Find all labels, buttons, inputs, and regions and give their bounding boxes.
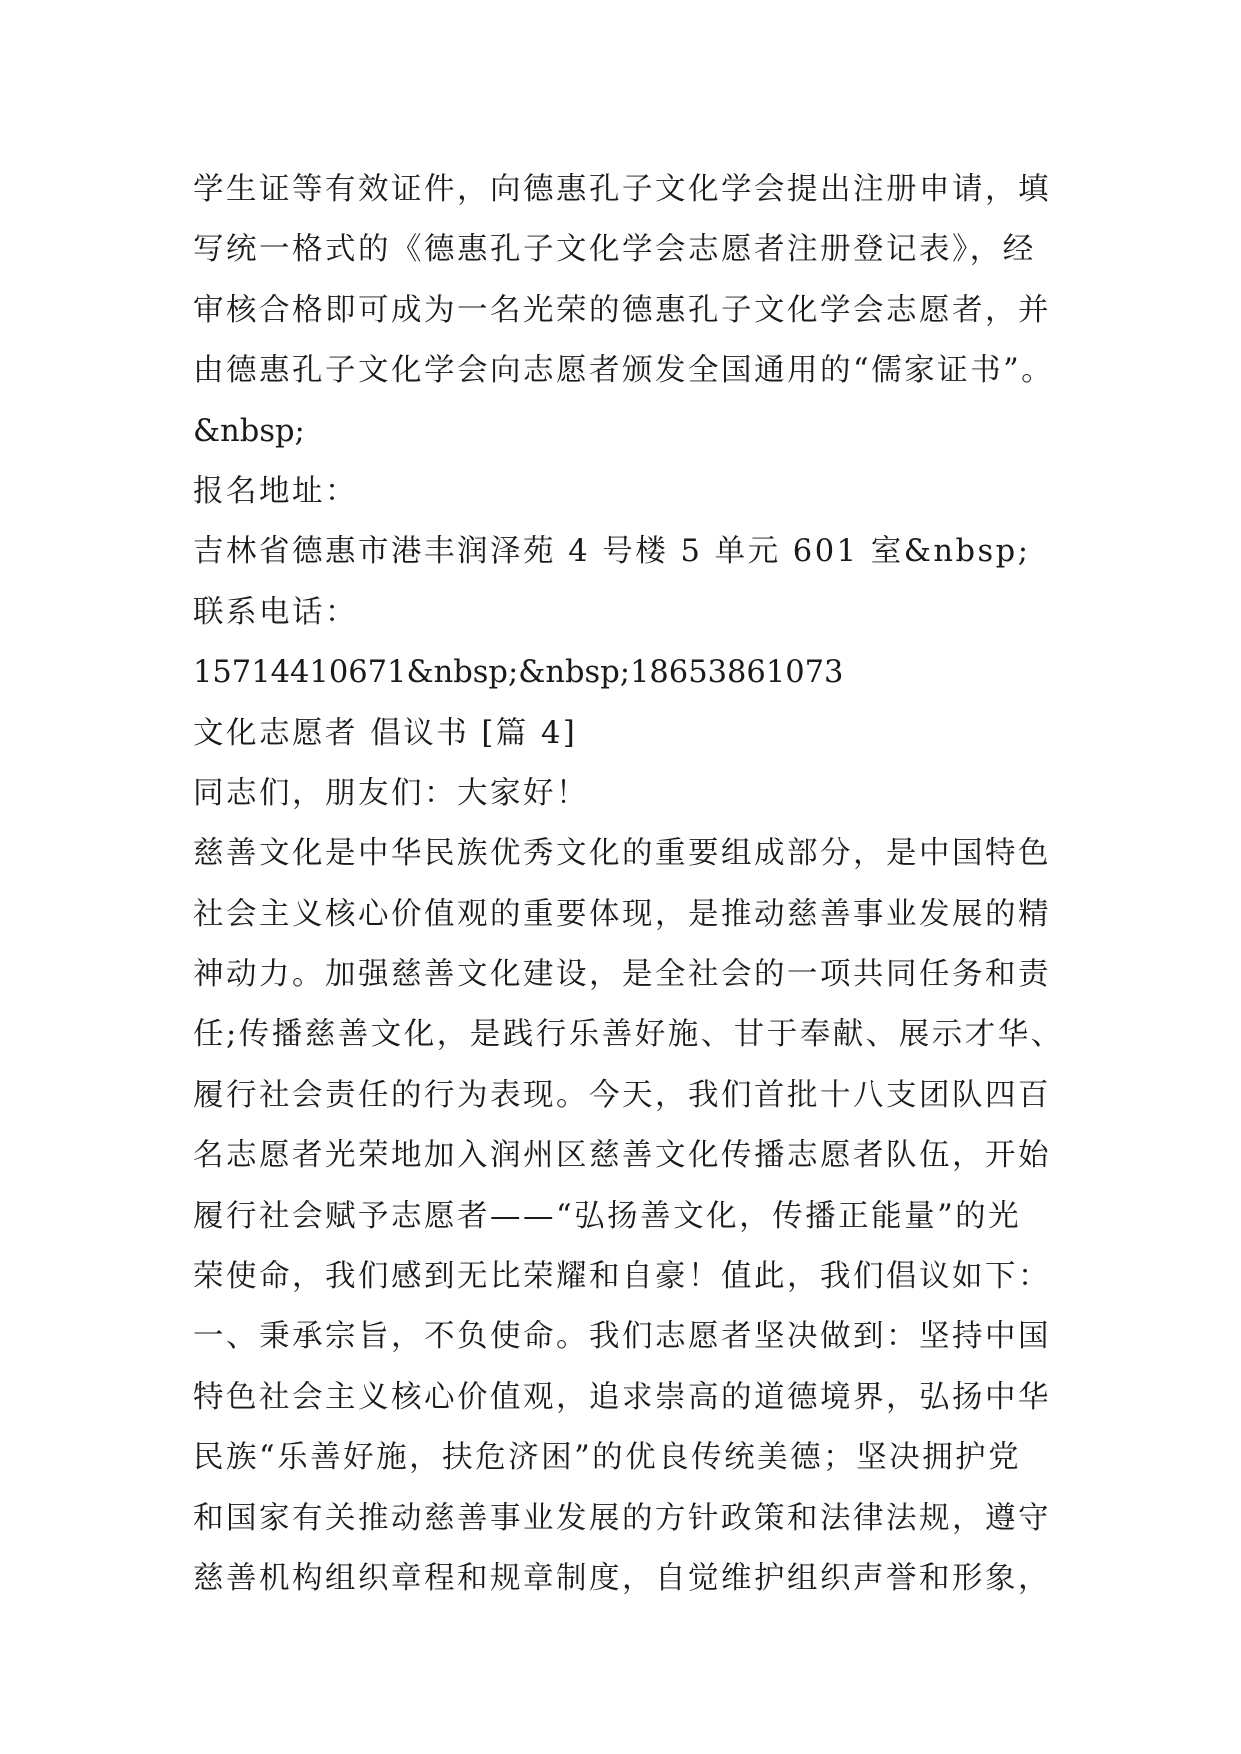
address-line: 吉林省德惠市港丰润泽苑 4 号楼 5 单元 601 室&nbsp;	[193, 534, 1031, 570]
greeting-line: 同志们，朋友们：大家好！	[193, 775, 589, 811]
text-line: 履行社会赋予志愿者——“弘扬善文化，传播正能量”的光	[193, 1198, 1022, 1234]
text-line: 由德惠孔子文化学会向志愿者颁发全国通用的“儒家证书”。	[193, 353, 1055, 389]
text-line: 学生证等有效证件，向德惠孔子文化学会提出注册申请，填	[193, 172, 1051, 207]
text-line: 任;传播慈善文化，是践行乐善好施、甘于奉献、展示才华、	[193, 1017, 1064, 1053]
phone-line: 15714410671&nbsp;&nbsp;18653861073	[193, 655, 844, 691]
text-line: 民族“乐善好施，扶危济困”的优良传统美德；坚决拥护党	[193, 1440, 1022, 1476]
text-line: 联系电话：	[193, 594, 358, 630]
text-line: 荣使命，我们感到无比荣耀和自豪！值此，我们倡议如下：	[193, 1259, 1051, 1295]
text-line: &nbsp;	[193, 413, 305, 449]
text-line: 特色社会主义核心价值观，追求崇高的道德境界，弘扬中华	[193, 1379, 1051, 1415]
text-line: 审核合格即可成为一名光荣的德惠孔子文化学会志愿者，并	[193, 292, 1051, 328]
text-line: 神动力。加强慈善文化建设，是全社会的一项共同任务和责	[193, 957, 1051, 993]
document-body	[193, 160, 1073, 1609]
text-line: 和国家有关推动慈善事业发展的方针政策和法律法规，遵守	[193, 1500, 1051, 1536]
text-line: 写统一格式的《德惠孔子文化学会志愿者注册登记表》，经	[193, 232, 1036, 268]
section-heading: 文化志愿者 倡议书 [篇 4]	[193, 715, 578, 751]
text-line: 报名地址：	[193, 473, 358, 509]
text-line: 慈善文化是中华民族优秀文化的重要组成部分，是中国特色	[193, 836, 1051, 872]
text-line: 社会主义核心价值观的重要体现，是推动慈善事业发展的精	[193, 896, 1051, 932]
text-line: 名志愿者光荣地加入润州区慈善文化传播志愿者队伍，开始	[193, 1138, 1051, 1174]
text-line: 履行社会责任的行为表现。今天，我们首批十八支团队四百	[193, 1077, 1051, 1113]
text-line: 一、秉承宗旨，不负使命。我们志愿者坚决做到：坚持中国	[193, 1319, 1051, 1355]
text-line: 慈善机构组织章程和规章制度，自觉维护组织声誉和形象，	[193, 1560, 1051, 1596]
